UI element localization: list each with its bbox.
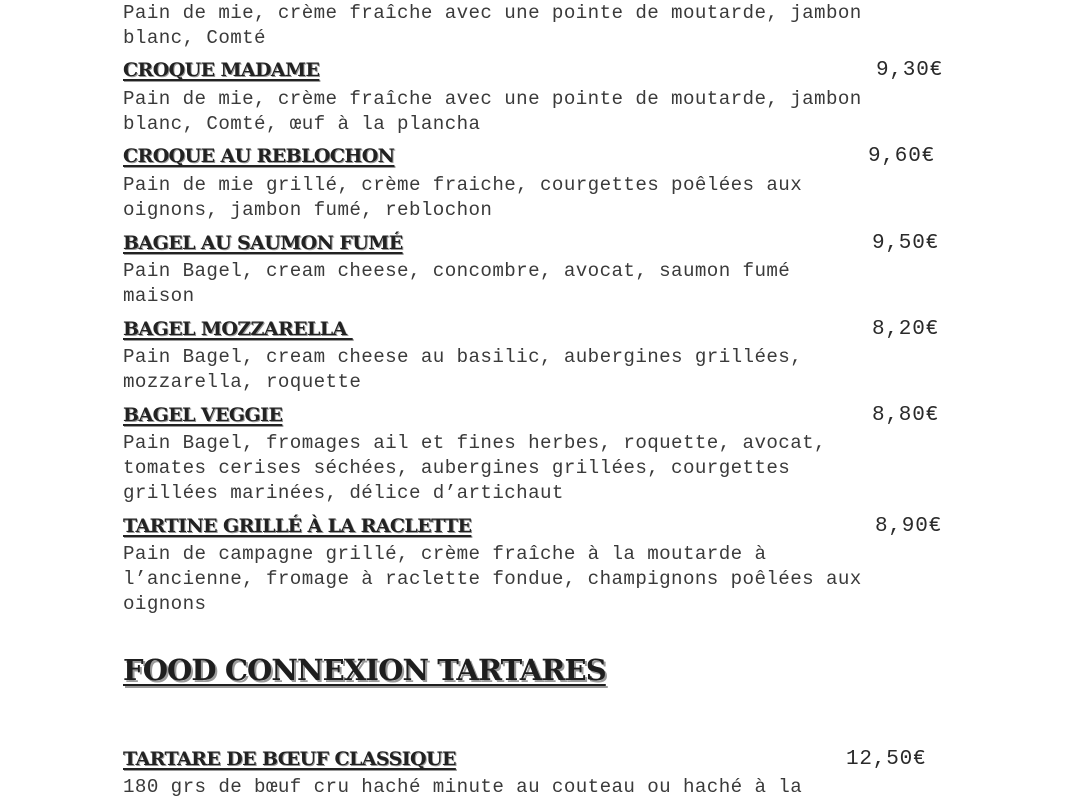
item-description-line: maison [123,285,195,307]
item-title-croque-madame: CROQUE MADAME [123,59,320,81]
item-description-line: 180 grs de bœuf cru haché minute au couteau ou haché à la [123,776,803,798]
item-description-line: l’ancienne, fromage à raclette fondue, champignons poêlées aux [123,568,862,590]
item-description-line: Pain de mie, crème fraîche avec une pointe de moutarde, jambon [123,88,862,110]
item-price-bagel-veggie: 8,80€ [872,404,940,427]
item-description-line: grillées marinées, délice d’artichaut [123,482,564,504]
item-title-tartare-de-boeuf-classique: TARTARE DE BŒUF CLASSIQUE [123,748,456,770]
item-price-croque-au-reblochon: 9,60€ [868,145,936,168]
item-title-tartine-grille-a-la-raclette: TARTINE GRILLÉ À LA RACLETTE [123,515,472,537]
item-description-line: oignons, jambon fumé, reblochon [123,199,493,221]
item-title-bagel-au-saumon-fume: BAGEL AU SAUMON FUMÉ [123,232,403,254]
item-description-line: Pain Bagel, cream cheese, concombre, avocat, saumon fumé [123,260,791,282]
item-price-bagel-mozzarella: 8,20€ [872,318,940,341]
item-title-bagel-mozzarella: BAGEL MOZZARELLA [123,318,353,340]
item-description-line: blanc, Comté [123,27,266,49]
item-title-croque-au-reblochon: CROQUE AU REBLOCHON [123,145,395,167]
item-price-tartine-grille-a-la-raclette: 8,90€ [875,515,943,538]
item-price-tartare-de-boeuf-classique: 12,50€ [846,748,927,771]
item-description-line: mozzarella, roquette [123,371,362,393]
item-description-line: oignons [123,593,207,615]
item-description-line: Pain de mie grillé, crème fraiche, courgettes poêlées aux [123,174,803,196]
item-description-line: Pain de mie, crème fraîche avec une pointe de moutarde, jambon [123,2,862,24]
item-title-bagel-veggie: BAGEL VEGGIE [123,404,283,426]
item-description-line: Pain Bagel, fromages ail et fines herbes, roquette, avocat, [123,432,826,454]
item-description-line: blanc, Comté, œuf à la plancha [123,113,481,135]
item-price-bagel-au-saumon-fume: 9,50€ [872,232,940,255]
item-price-croque-madame: 9,30€ [876,59,944,82]
item-description-line: Pain de campagne grillé, crème fraîche à la moutarde à [123,543,767,565]
item-description-line: tomates cerises séchées, aubergines grillées, courgettes [123,457,791,479]
section-heading-tartares: FOOD CONNEXION TARTARES [123,653,606,687]
item-description-line: Pain Bagel, cream cheese au basilic, aubergines grillées, [123,346,803,368]
